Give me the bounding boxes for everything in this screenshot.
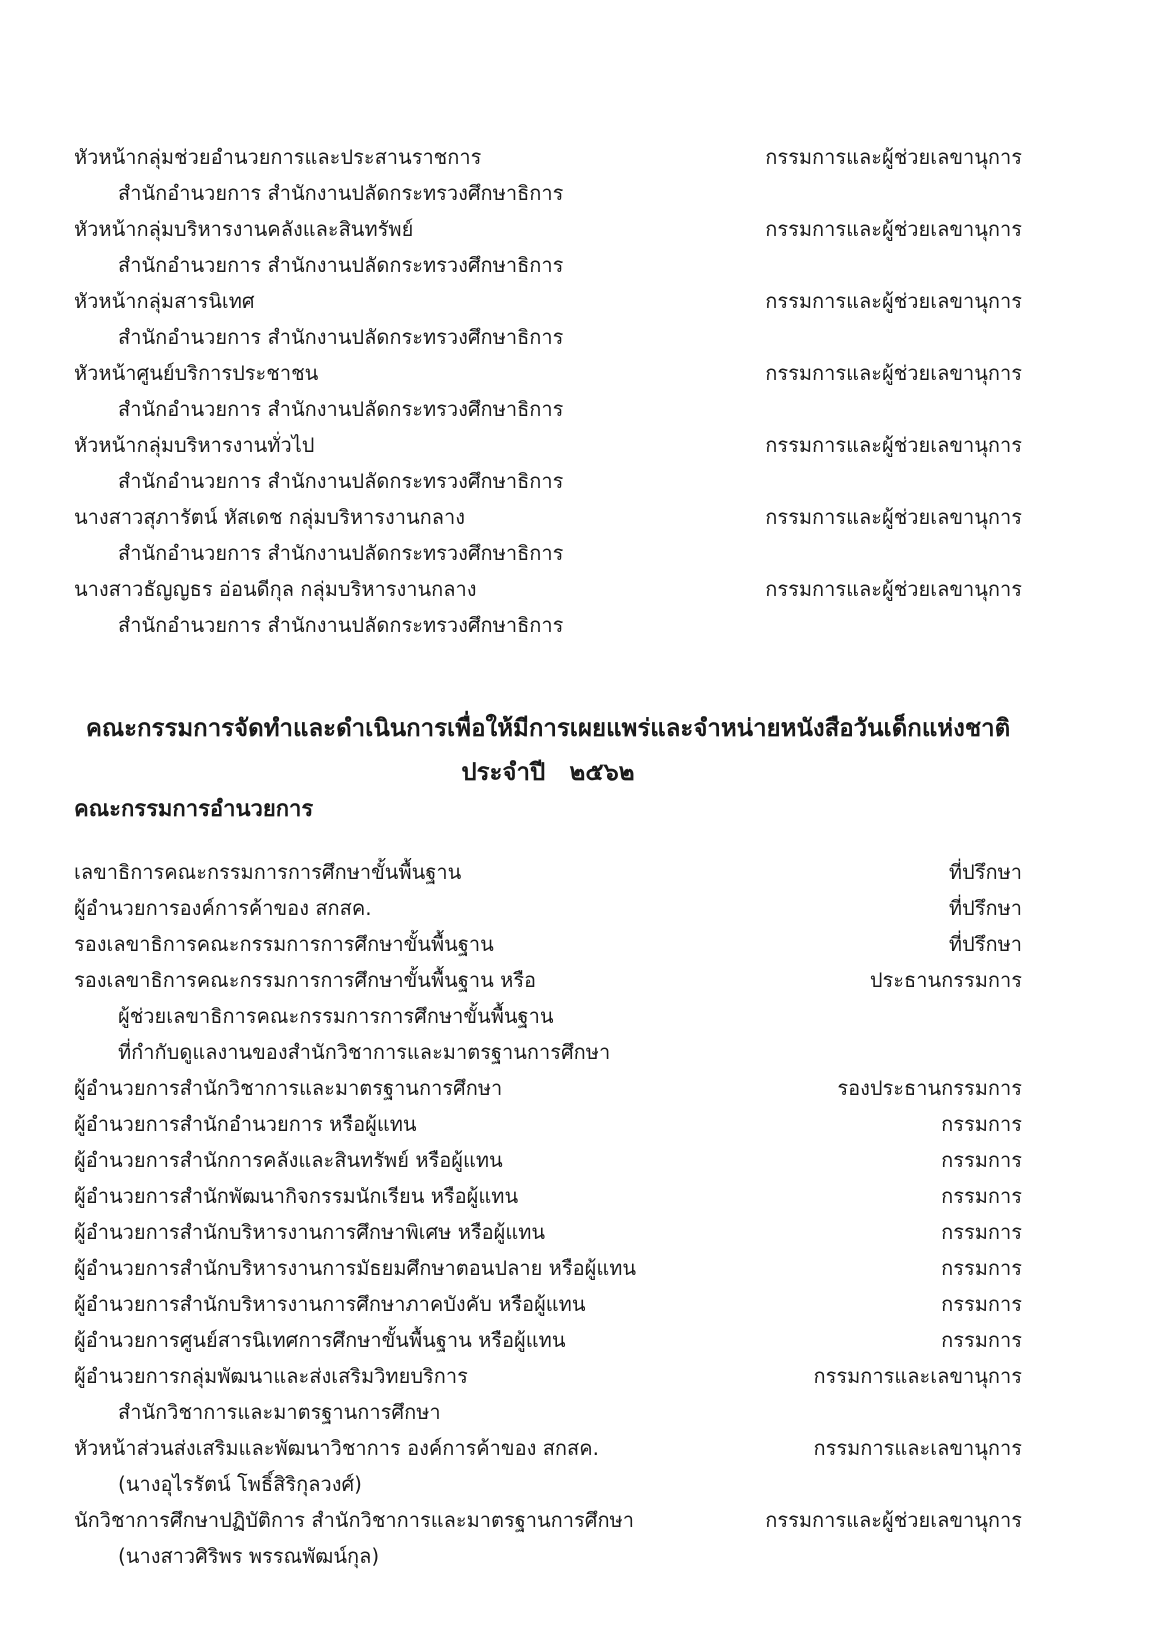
member-detail: สำนักอำนวยการ สำนักงานปลัดกระทรวงศึกษาธิการ [118, 253, 564, 277]
member-position: ผู้อำนวยการองค์การค้าของ สกสค. [74, 896, 372, 920]
secretariat-list [74, 139, 1022, 643]
member-row [74, 355, 1022, 391]
member-row [74, 1214, 1022, 1250]
member-row [74, 499, 1022, 535]
member-role: กรรมการ [941, 1112, 1022, 1136]
member-role: กรรมการและผู้ช่วยเลขานุการ [765, 1508, 1022, 1532]
member-position: เลขาธิการคณะกรรมการการศึกษาขั้นพื้นฐาน [74, 860, 462, 884]
member-detail: (นางสาวศิริพร พรรณพัฒน์กุล) [118, 1544, 380, 1568]
member-position: ผู้อำนวยการศูนย์สารนิเทศการศึกษาขั้นพื้นฐาน หรือผู้แทน [74, 1328, 566, 1352]
member-role: กรรมการและเลขานุการ [813, 1364, 1022, 1388]
member-position: นางสาวธัญญธร อ่อนดีกุล กลุ่มบริหารงานกลาง [74, 577, 477, 601]
member-role: กรรมการและผู้ช่วยเลขานุการ [765, 217, 1022, 241]
member-row [74, 1358, 1022, 1394]
member-position: ผู้อำนวยการกลุ่มพัฒนาและส่งเสริมวิทยบริการ [74, 1364, 468, 1388]
member-role: กรรมการ [941, 1148, 1022, 1172]
member-role: กรรมการ [941, 1256, 1022, 1280]
member-row [74, 854, 1022, 890]
member-role: กรรมการและผู้ช่วยเลขานุการ [765, 577, 1022, 601]
member-row [74, 571, 1022, 607]
member-position: ผู้อำนวยการสำนักวิชาการและมาตรฐานการศึกษา [74, 1076, 503, 1100]
member-position: หัวหน้ากลุ่มบริหารงานทั่วไป [74, 433, 315, 457]
member-row [74, 1142, 1022, 1178]
member-role: รองประธานกรรมการ [837, 1076, 1022, 1100]
member-role: กรรมการ [941, 1328, 1022, 1352]
member-row [74, 1502, 1022, 1538]
member-row [74, 1322, 1022, 1358]
member-row [74, 890, 1022, 926]
member-row [74, 283, 1022, 319]
member-detail: (นางอุไรรัตน์ โพธิ์สิริกุลวงศ์) [118, 1472, 362, 1496]
member-role: กรรมการและผู้ช่วยเลขานุการ [765, 145, 1022, 169]
member-role: กรรมการ [941, 1220, 1022, 1244]
member-position: ผู้อำนวยการสำนักบริหารงานการศึกษาภาคบังคับ หรือผู้แทน [74, 1292, 586, 1316]
member-role: ที่ปรึกษา [948, 896, 1022, 920]
member-role: กรรมการและผู้ช่วยเลขานุการ [765, 505, 1022, 529]
member-position: หัวหน้ากลุ่มช่วยอำนวยการและประสานราชการ [74, 145, 482, 169]
member-position: ผู้อำนวยการสำนักการคลังและสินทรัพย์ หรือผู้แทน [74, 1148, 503, 1172]
committee-title-year: ๒๕๖๒ [569, 758, 635, 786]
member-role: กรรมการ [941, 1184, 1022, 1208]
member-position: หัวหน้ากลุ่มบริหารงานคลังและสินทรัพย์ [74, 217, 414, 241]
member-row [74, 1430, 1022, 1466]
member-role: กรรมการและผู้ช่วยเลขานุการ [765, 289, 1022, 313]
member-position: ผู้อำนวยการสำนักอำนวยการ หรือผู้แทน [74, 1112, 417, 1136]
member-row [74, 139, 1022, 175]
member-position: ผู้อำนวยการสำนักบริหารงานการมัธยมศึกษาตอนปลาย หรือผู้แทน [74, 1256, 637, 1280]
executive-committee-heading: คณะกรรมการอำนวยการ [74, 797, 314, 822]
member-detail: สำนักอำนวยการ สำนักงานปลัดกระทรวงศึกษาธิการ [118, 541, 564, 565]
committee-title-line2 [74, 750, 1022, 794]
committee-title-year-prefix: ประจำปี [461, 758, 546, 786]
member-position: รองเลขาธิการคณะกรรมการการศึกษาขั้นพื้นฐาน [74, 932, 494, 956]
member-role: ประธานกรรมการ [869, 968, 1022, 992]
member-role: ที่ปรึกษา [948, 932, 1022, 956]
member-role: กรรมการและเลขานุการ [813, 1436, 1022, 1460]
member-position: นางสาวสุภารัตน์ หัสเดช กลุ่มบริหารงานกลาง [74, 505, 466, 529]
member-detail: ที่กำกับดูแลงานของสำนักวิชาการและมาตรฐานการศึกษา [118, 1040, 611, 1064]
member-position: ผู้อำนวยการสำนักพัฒนากิจกรรมนักเรียน หรือผู้แทน [74, 1184, 519, 1208]
member-detail: สำนักอำนวยการ สำนักงานปลัดกระทรวงศึกษาธิการ [118, 397, 564, 421]
member-row [74, 211, 1022, 247]
member-position: ผู้อำนวยการสำนักบริหารงานการศึกษาพิเศษ หรือผู้แทน [74, 1220, 546, 1244]
member-role: กรรมการและผู้ช่วยเลขานุการ [765, 433, 1022, 457]
member-position: หัวหน้ากลุ่มสารนิเทศ [74, 289, 255, 313]
member-row [74, 1178, 1022, 1214]
member-row [74, 926, 1022, 962]
member-row [74, 1250, 1022, 1286]
member-position: นักวิชาการศึกษาปฏิบัติการ สำนักวิชาการและมาตรฐานการศึกษา [74, 1508, 634, 1532]
member-detail: สำนักอำนวยการ สำนักงานปลัดกระทรวงศึกษาธิการ [118, 325, 564, 349]
committee-title-line1: คณะกรรมการจัดทำและดำเนินการเพื่อให้มีการเผยแพร่และจำหน่ายหนังสือวันเด็กแห่งชาติ [85, 714, 1011, 742]
executive-committee-list [74, 854, 1022, 1574]
member-detail: สำนักอำนวยการ สำนักงานปลัดกระทรวงศึกษาธิการ [118, 469, 564, 493]
member-role: กรรมการและผู้ช่วยเลขานุการ [765, 361, 1022, 385]
member-detail: ผู้ช่วยเลขาธิการคณะกรรมการการศึกษาขั้นพื้นฐาน [118, 1004, 554, 1028]
member-row [74, 1106, 1022, 1142]
member-position: หัวหน้าศูนย์บริการประชาชน [74, 361, 319, 385]
member-position: หัวหน้าส่วนส่งเสริมและพัฒนาวิชาการ องค์การค้าของ สกสค. [74, 1436, 599, 1460]
member-row [74, 1070, 1022, 1106]
member-detail: สำนักอำนวยการ สำนักงานปลัดกระทรวงศึกษาธิการ [118, 181, 564, 205]
member-row [74, 962, 1022, 998]
member-role: กรรมการ [941, 1292, 1022, 1316]
member-detail: สำนักวิชาการและมาตรฐานการศึกษา [118, 1400, 441, 1424]
committee-title [74, 706, 1022, 794]
member-detail: สำนักอำนวยการ สำนักงานปลัดกระทรวงศึกษาธิการ [118, 613, 564, 637]
member-position: รองเลขาธิการคณะกรรมการการศึกษาขั้นพื้นฐาน หรือ [74, 968, 537, 992]
member-row [74, 1286, 1022, 1322]
member-row [74, 427, 1022, 463]
member-role: ที่ปรึกษา [948, 860, 1022, 884]
